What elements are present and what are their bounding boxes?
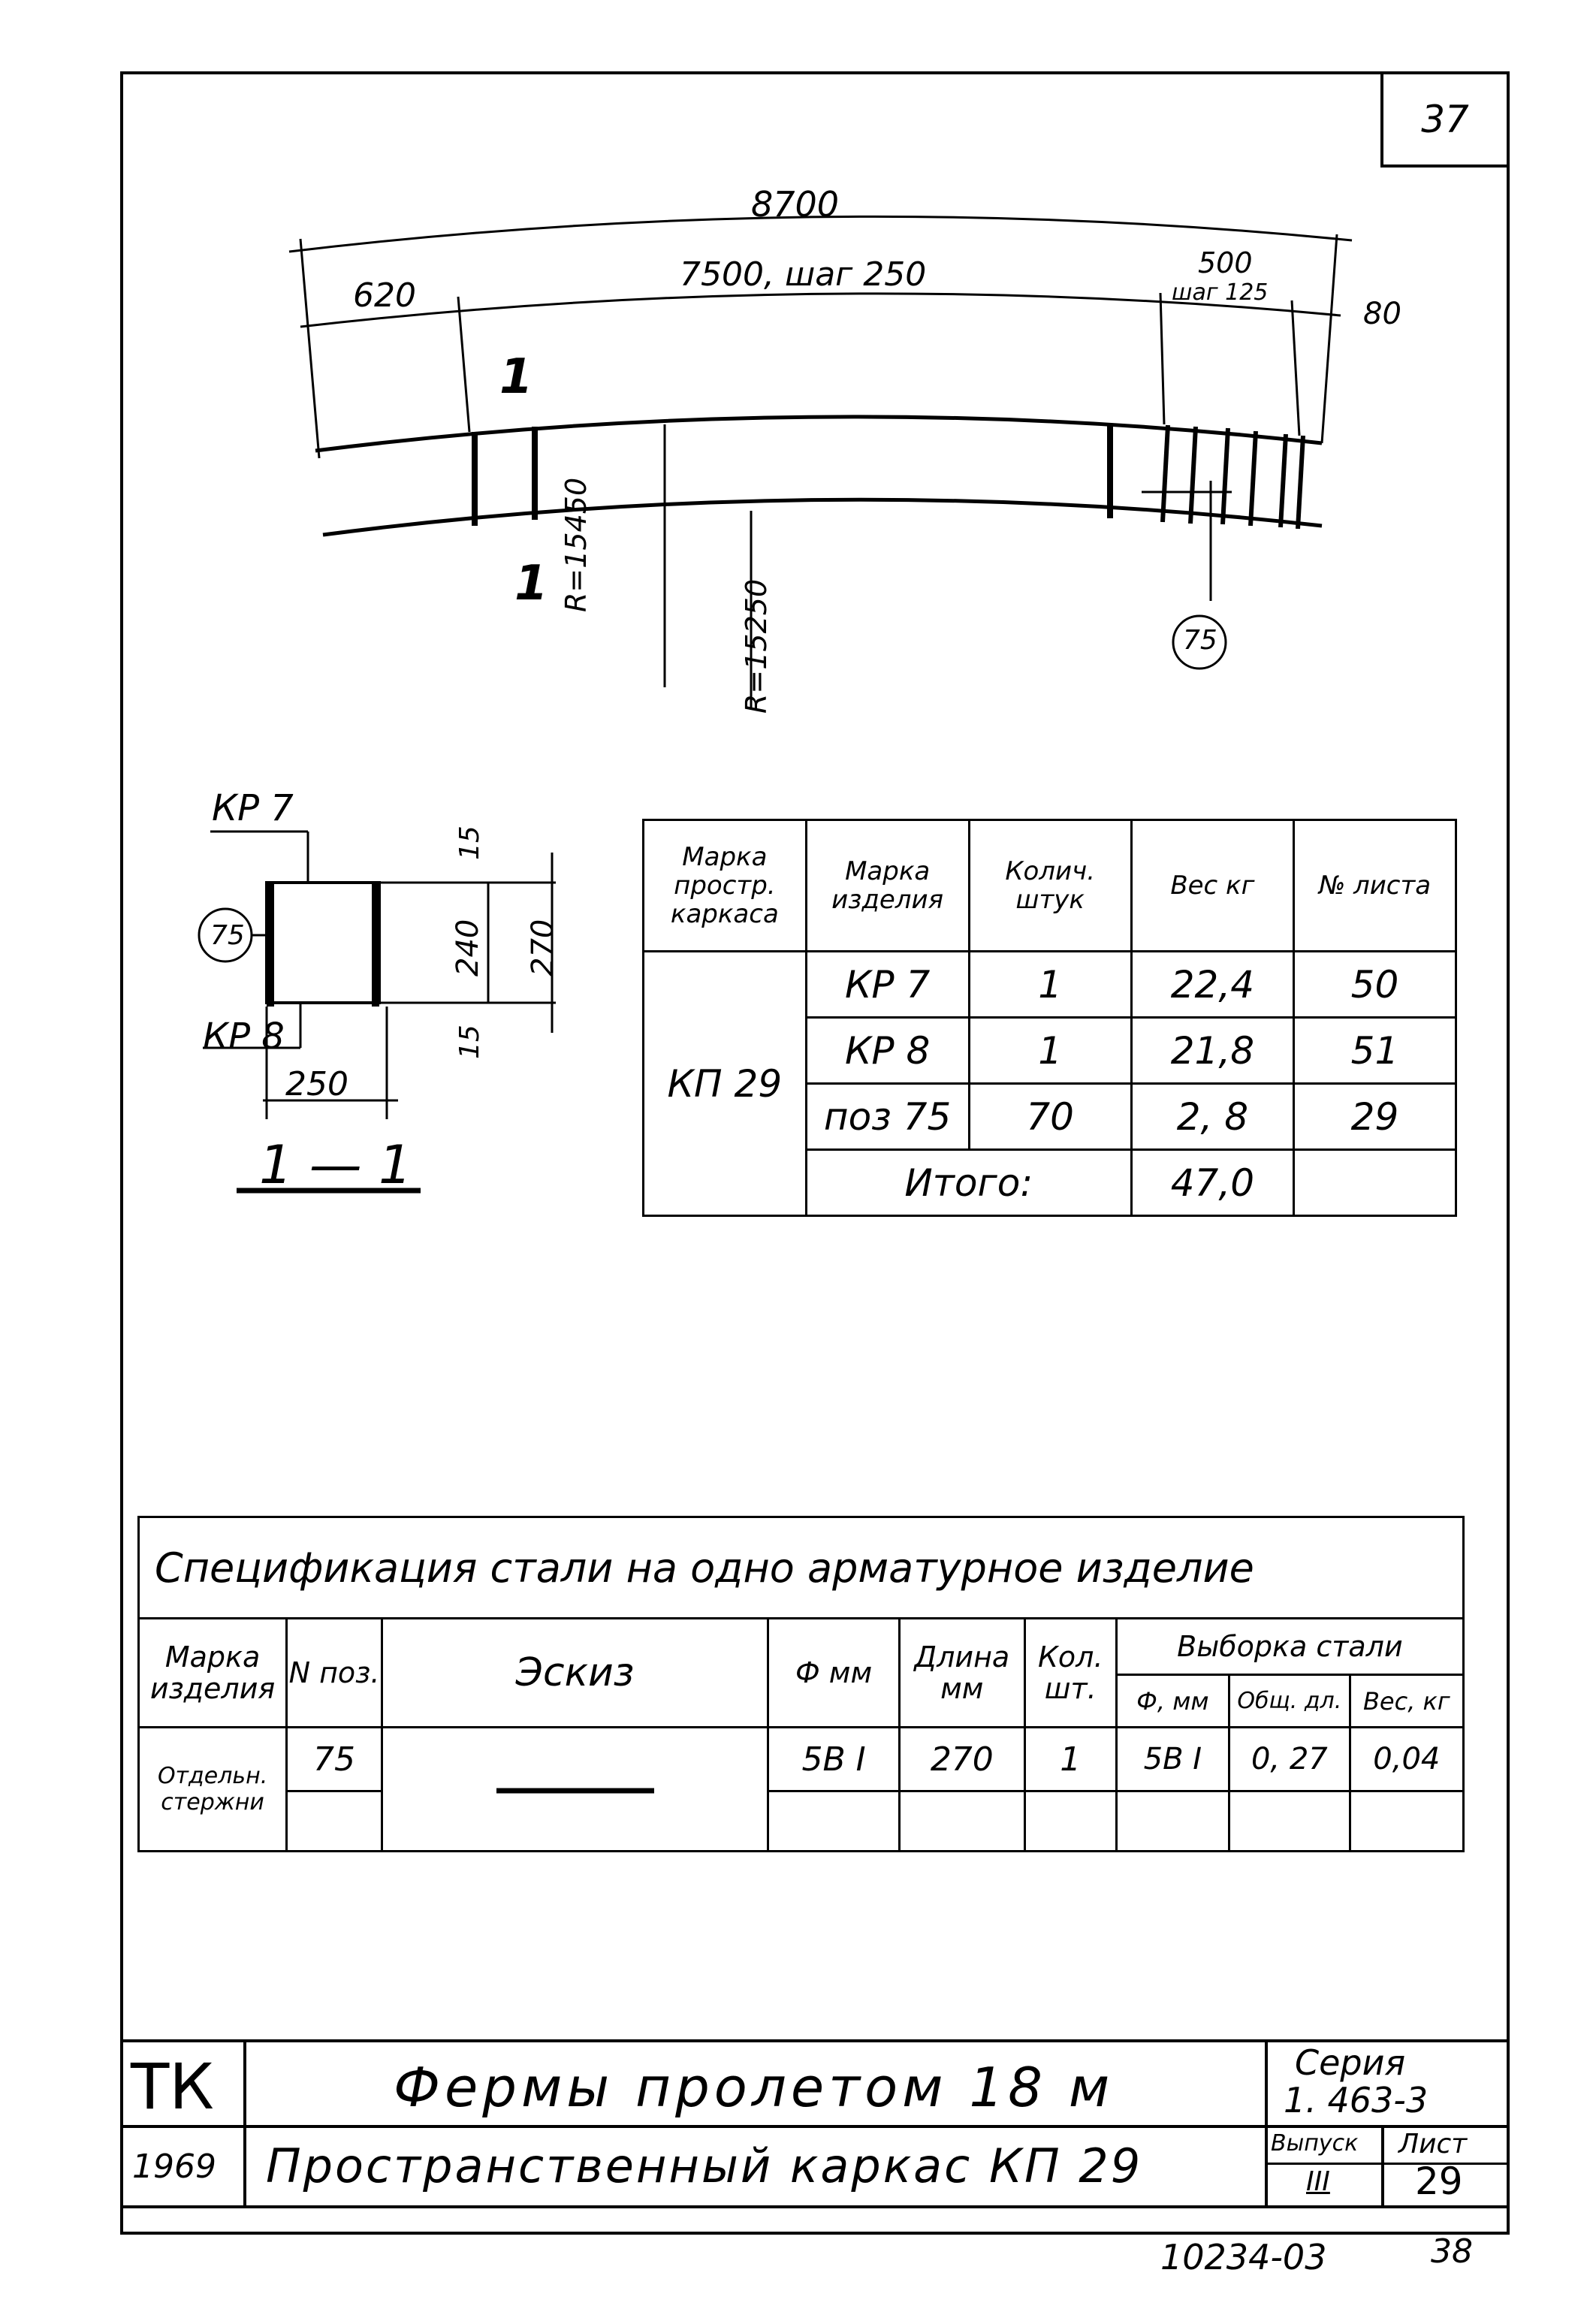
spec-header-length: Длина мм xyxy=(899,1619,1024,1728)
spec-header-item-mark: Марка изделия xyxy=(139,1619,287,1728)
spec-header-sel-weight: Вес, кг xyxy=(1350,1675,1463,1728)
row-weight: 21,8 xyxy=(1131,1018,1293,1084)
section-kp8-label: КР 8 xyxy=(203,1016,285,1058)
table-row xyxy=(644,952,1456,1018)
row-item: КР 8 xyxy=(806,1018,969,1084)
frame-composition-table xyxy=(642,819,1457,1217)
issue-value: III xyxy=(1306,2166,1330,2197)
row-weight: 2, 8 xyxy=(1131,1084,1293,1150)
spec-pos: 75 xyxy=(287,1728,382,1791)
spec-sel-weight: 0,04 xyxy=(1350,1728,1463,1791)
radius-label-2: R=15250 xyxy=(740,578,773,714)
sheet-label: Лист xyxy=(1398,2129,1468,2160)
spec-sketch xyxy=(382,1728,768,1852)
col-header-weight: Вес кг xyxy=(1131,820,1293,952)
spec-header-sketch: Эскиз xyxy=(382,1619,768,1728)
title-block xyxy=(120,2039,1510,2208)
year: 1969 xyxy=(132,2148,216,2186)
middle-dimension: 7500, шаг 250 xyxy=(680,255,927,294)
document-number: 10234-03 xyxy=(1160,2237,1327,2277)
page-number: 38 xyxy=(1431,2232,1473,2271)
row-sheet: 29 xyxy=(1293,1084,1456,1150)
col-header-frame-mark: Марка простр. каркаса xyxy=(644,820,807,952)
org-code: ТК xyxy=(131,2050,214,2123)
section-dim-250: 250 xyxy=(285,1065,348,1103)
sheet-corner-number: 37 xyxy=(1380,71,1510,168)
total-weight: 47,0 xyxy=(1131,1150,1293,1216)
row-sheet: 50 xyxy=(1293,952,1456,1018)
spec-title: Спецификация стали на одно арматурное изделие xyxy=(139,1517,1464,1619)
section-dim-270: 270 xyxy=(526,919,560,976)
series-label: Серия xyxy=(1295,2042,1406,2083)
steel-specification-table xyxy=(137,1516,1465,1852)
spec-header-diameter: Ф мм xyxy=(768,1619,900,1728)
row-sheet: 51 xyxy=(1293,1018,1456,1084)
frame-mark: КП 29 xyxy=(644,952,807,1216)
spec-header-selection: Выборка стали xyxy=(1116,1619,1463,1675)
section-dim-15-top: 15 xyxy=(454,826,485,860)
sketch-rod xyxy=(493,1783,658,1798)
row-weight: 22,4 xyxy=(1131,952,1293,1018)
section-title: 1 — 1 xyxy=(259,1134,412,1196)
series-value: 1. 463-3 xyxy=(1284,2080,1429,2120)
section-mark-top: 1 xyxy=(499,349,533,405)
right-dimension-bottom: шаг 125 xyxy=(1172,279,1269,306)
left-dimension: 620 xyxy=(353,276,416,315)
col-header-quantity: Колич. штук xyxy=(969,820,1131,952)
spec-item-mark: Отдельн. стержни xyxy=(139,1728,287,1852)
spec-diameter: 5В I xyxy=(768,1728,900,1791)
issue-label: Выпуск xyxy=(1271,2130,1359,2157)
spec-length: 270 xyxy=(899,1728,1024,1791)
total-label: Итого: xyxy=(806,1150,1131,1216)
col-header-sheet: № листа xyxy=(1293,820,1456,952)
row-item: КР 7 xyxy=(806,952,969,1018)
drawing-subtitle: Пространственный каркас КП 29 xyxy=(266,2138,1143,2193)
end-dimension: 80 xyxy=(1363,297,1401,331)
overall-dimension: 8700 xyxy=(751,184,840,225)
position-callout: 75 xyxy=(1183,625,1217,656)
spec-header-count: Кол. шт. xyxy=(1024,1619,1116,1728)
col-header-item-mark: Марка изделия xyxy=(806,820,969,952)
spec-sel-total-len: 0, 27 xyxy=(1229,1728,1350,1791)
row-qty: 1 xyxy=(969,1018,1131,1084)
spec-sel-diam: 5В I xyxy=(1116,1728,1229,1791)
row-qty: 1 xyxy=(969,952,1131,1018)
spec-row xyxy=(139,1728,1464,1791)
right-dimension-top: 500 xyxy=(1198,246,1253,279)
drawing-title: Фермы пролетом 18 м xyxy=(394,2056,1115,2119)
spec-header-pos: N поз. xyxy=(287,1619,382,1728)
section-mark-bottom: 1 xyxy=(514,556,548,611)
row-qty: 70 xyxy=(969,1084,1131,1150)
spec-header-sel-diam: Ф, мм xyxy=(1116,1675,1229,1728)
section-dim-240: 240 xyxy=(451,919,485,976)
section-dim-15-bottom: 15 xyxy=(454,1025,485,1059)
row-item: поз 75 xyxy=(806,1084,969,1150)
sheet-value: 29 xyxy=(1415,2160,1463,2203)
section-callout: 75 xyxy=(210,920,245,951)
spec-header-sel-total-len: Общ. дл. xyxy=(1229,1675,1350,1728)
spec-count: 1 xyxy=(1024,1728,1116,1791)
section-kp7-label: КР 7 xyxy=(212,787,294,829)
radius-label-1: R=15450 xyxy=(560,477,593,612)
